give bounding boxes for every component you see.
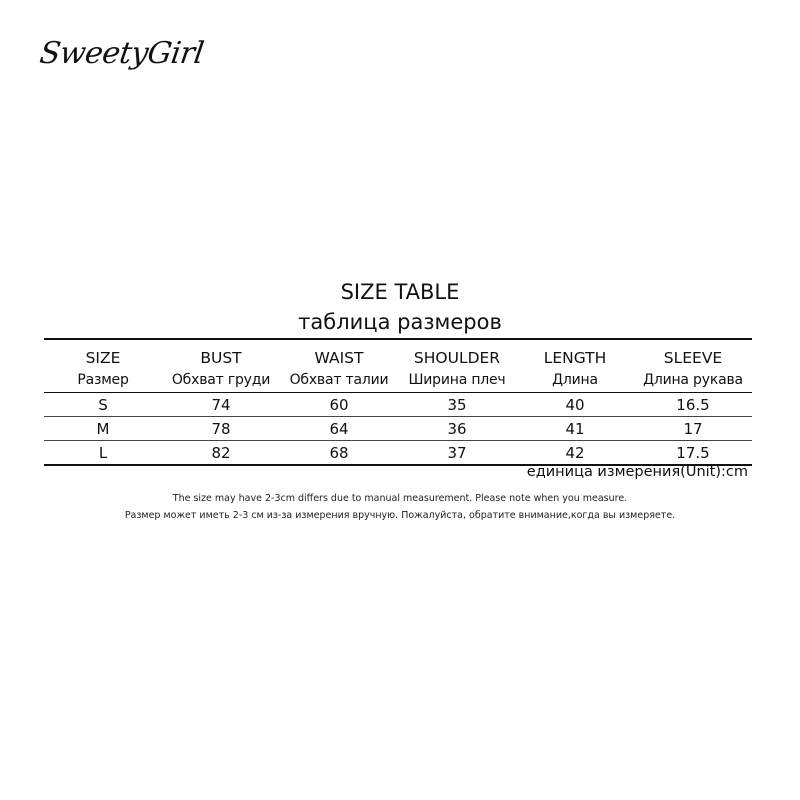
table-cell: 35 bbox=[398, 393, 516, 417]
table-cell: 82 bbox=[162, 441, 280, 466]
table-cell: 41 bbox=[516, 417, 634, 441]
column-header: SHOULDER bbox=[398, 339, 516, 367]
size-table bbox=[44, 338, 752, 466]
table-cell: M bbox=[44, 417, 162, 441]
column-header-ru: Обхват груди bbox=[162, 367, 280, 393]
measurement-note-en: The size may have 2-3cm differs due to manual measurement. Please note when you measure. bbox=[172, 493, 628, 504]
table-cell: 60 bbox=[280, 393, 398, 417]
table-row bbox=[44, 441, 752, 466]
table-cell: 74 bbox=[162, 393, 280, 417]
table-cell: 17 bbox=[634, 417, 752, 441]
column-header-ru: Длина рукава bbox=[634, 367, 752, 393]
page-subtitle: таблица размеров bbox=[298, 310, 502, 334]
table-row bbox=[44, 417, 752, 441]
column-header-ru: Ширина плеч bbox=[398, 367, 516, 393]
table-cell: 78 bbox=[162, 417, 280, 441]
header-row-en bbox=[44, 339, 752, 367]
table-cell: 16.5 bbox=[634, 393, 752, 417]
table-cell: 40 bbox=[516, 393, 634, 417]
measurement-note-ru: Размер может иметь 2-3 см из-за измерения вручную. Пожалуйста, обратите внимание,когда вы измеряете. bbox=[124, 510, 676, 521]
column-header-ru: Обхват талии bbox=[280, 367, 398, 393]
table-row bbox=[44, 393, 752, 417]
table-cell: 68 bbox=[280, 441, 398, 466]
table-cell: L bbox=[44, 441, 162, 466]
column-header: BUST bbox=[162, 339, 280, 367]
column-header: LENGTH bbox=[516, 339, 634, 367]
page-title: SIZE TABLE bbox=[340, 280, 460, 304]
column-header: SLEEVE bbox=[634, 339, 752, 367]
unit-label: единица измерения(Unit):cm bbox=[526, 464, 748, 480]
table-cell: 64 bbox=[280, 417, 398, 441]
brand-logo: SweetyGirl bbox=[37, 36, 206, 71]
column-header-ru: Длина bbox=[516, 367, 634, 393]
table-cell: 37 bbox=[398, 441, 516, 466]
table-cell: 36 bbox=[398, 417, 516, 441]
column-header-ru: Размер bbox=[44, 367, 162, 393]
table-cell: 17.5 bbox=[634, 441, 752, 466]
column-header: SIZE bbox=[44, 339, 162, 367]
table-cell: 42 bbox=[516, 441, 634, 466]
header-row-ru bbox=[44, 367, 752, 393]
column-header: WAIST bbox=[280, 339, 398, 367]
table-cell: S bbox=[44, 393, 162, 417]
